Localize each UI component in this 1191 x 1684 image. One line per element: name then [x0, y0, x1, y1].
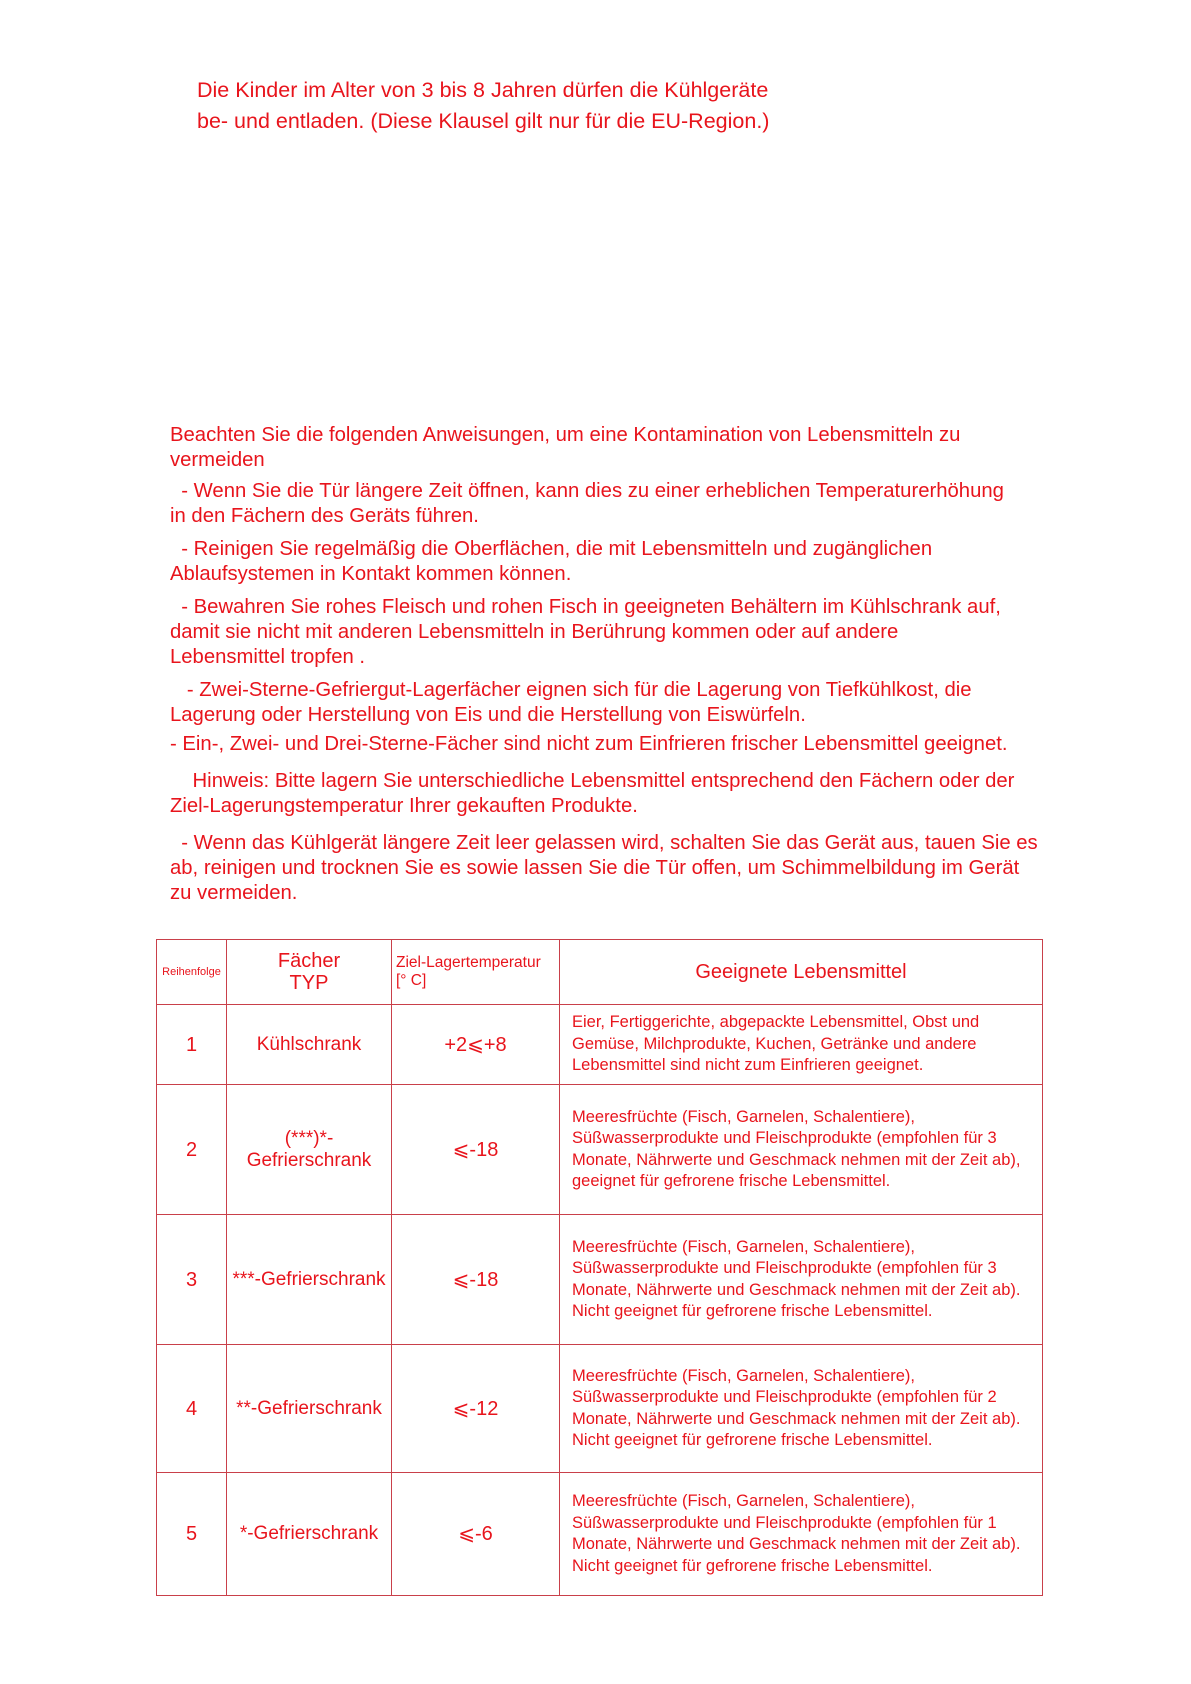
header-temp-line: [° C]: [396, 972, 427, 989]
header-order: Reihenfolge: [157, 940, 227, 1005]
instruction-line: vermeiden: [170, 449, 265, 471]
instruction-line: ab, reinigen und trocknen Sie es sowie lassen Sie die Tür offen, um Schimmelbildung im Gerät: [170, 857, 1020, 879]
header-temp-line: Ziel-Lagertemperatur: [396, 954, 541, 971]
suitable-food: Meeresfrüchte (Fisch, Garnelen, Schalentiere), Süßwasserprodukte und Fleischprodukte (empfohlen für 3 Monate, Nährwerte und Geschmack nehmen mit der Zeit ab), geeignet für gefrorene frische Lebensmittel.: [560, 1085, 1043, 1215]
instruction-line: - Wenn Sie die Tür längere Zeit öffnen, kann dies zu einer erheblichen Temperaturerhöhung: [170, 480, 1004, 502]
instruction-line: Ablaufsystemen in Kontakt kommen können.: [170, 563, 572, 585]
target-temperature: ⩽-18: [392, 1215, 560, 1345]
suitable-food: Meeresfrüchte (Fisch, Garnelen, Schalentiere), Süßwasserprodukte und Fleischprodukte (empfohlen für 3 Monate, Nährwerte und Geschmack nehmen mit der Zeit ab). Nicht geeignet für gefrorene frische Lebensmittel.: [560, 1215, 1043, 1345]
table-row: [157, 1473, 1043, 1596]
row-number: 5: [157, 1473, 227, 1596]
table-header-row: [157, 940, 1043, 1005]
instruction-line: - Ein-, Zwei- und Drei-Sterne-Fächer sind nicht zum Einfrieren frischer Lebensmittel geeignet.: [170, 733, 1008, 755]
instruction-line: Lebensmittel tropfen .: [170, 646, 366, 668]
table-row: [157, 1345, 1043, 1473]
header-type-line: TYP: [289, 972, 329, 994]
header-type-line: Fächer: [277, 950, 341, 972]
table-row: [157, 1005, 1043, 1085]
instruction-line: Lagerung oder Herstellung von Eis und die Herstellung von Eiswürfeln.: [170, 704, 806, 726]
row-number: 2: [157, 1085, 227, 1215]
instruction-line: Ziel-Lagerungstemperatur Ihrer gekauften Produkte.: [170, 795, 638, 817]
suitable-food: Meeresfrüchte (Fisch, Garnelen, Schalentiere), Süßwasserprodukte und Fleischprodukte (empfohlen für 2 Monate, Nährwerte und Geschmack nehmen mit der Zeit ab). Nicht geeignet für gefrorene frische Lebensmittel.: [560, 1345, 1043, 1473]
table-row: [157, 1085, 1043, 1215]
intro-line: be- und entladen. (Diese Klausel gilt nur für die EU-Region.): [197, 109, 770, 133]
target-temperature: ⩽-18: [392, 1085, 560, 1215]
target-temperature: ⩽-12: [392, 1345, 560, 1473]
target-temperature: ⩽-6: [392, 1473, 560, 1596]
header-type: [227, 940, 392, 1005]
instruction-line: damit sie nicht mit anderen Lebensmitteln in Berührung kommen oder auf andere: [170, 621, 899, 643]
compartment-type: **-Gefrierschrank: [227, 1345, 392, 1473]
instruction-line: - Reinigen Sie regelmäßig die Oberflächen, die mit Lebensmitteln und zugänglichen: [170, 538, 933, 560]
target-temperature: +2⩽+8: [392, 1005, 560, 1085]
instruction-line: Beachten Sie die folgenden Anweisungen, um eine Kontamination von Lebensmitteln zu: [170, 424, 961, 446]
instruction-line: - Wenn das Kühlgerät längere Zeit leer gelassen wird, schalten Sie das Gerät aus, tauen Sie es: [170, 832, 1038, 854]
intro-line: Die Kinder im Alter von 3 bis 8 Jahren dürfen die Kühlgeräte: [197, 78, 769, 102]
compartment-type: (***)*- Gefrierschrank: [227, 1085, 392, 1215]
row-number: 4: [157, 1345, 227, 1473]
instruction-line: - Zwei-Sterne-Gefriergut-Lagerfächer eignen sich für die Lagerung von Tiefkühlkost, die: [170, 679, 972, 701]
compartment-type: Kühlschrank: [227, 1005, 392, 1085]
storage-table: [156, 939, 1043, 1596]
header-temp: [392, 940, 560, 1005]
instruction-line: in den Fächern des Geräts führen.: [170, 505, 479, 527]
compartment-type: ***-Gefrierschrank: [227, 1215, 392, 1345]
header-food: Geeignete Lebensmittel: [560, 940, 1043, 1005]
instruction-line: Hinweis: Bitte lagern Sie unterschiedliche Lebensmittel entsprechend den Fächern oder der: [170, 770, 1015, 792]
compartment-type: *-Gefrierschrank: [227, 1473, 392, 1596]
instruction-line: zu vermeiden.: [170, 882, 298, 904]
table-row: [157, 1215, 1043, 1345]
instruction-line: - Bewahren Sie rohes Fleisch und rohen Fisch in geeigneten Behältern im Kühlschrank auf,: [170, 596, 1001, 618]
row-number: 1: [157, 1005, 227, 1085]
suitable-food: Eier, Fertiggerichte, abgepackte Lebensmittel, Obst und Gemüse, Milchprodukte, Kuchen, Getränke und andere Lebensmittel sind nicht zum Einfrieren geeignet.: [560, 1005, 1043, 1085]
row-number: 3: [157, 1215, 227, 1345]
suitable-food: Meeresfrüchte (Fisch, Garnelen, Schalentiere), Süßwasserprodukte und Fleischprodukte (empfohlen für 1 Monate, Nährwerte und Geschmack nehmen mit der Zeit ab). Nicht geeignet für gefrorene frische Lebensmittel.: [560, 1473, 1043, 1596]
